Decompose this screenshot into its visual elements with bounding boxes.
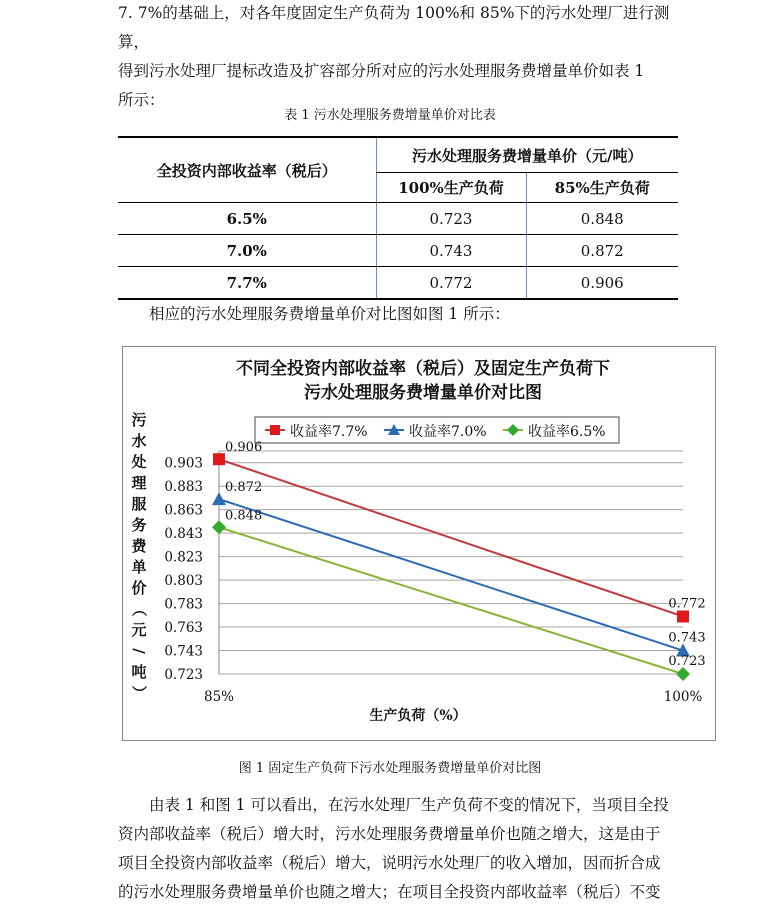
data-label: 0.848 xyxy=(225,508,263,524)
table-header-row xyxy=(118,137,678,173)
table-row xyxy=(118,235,678,267)
y-tick-label: 0.823 xyxy=(164,549,203,566)
value-cell: 0.906 xyxy=(526,267,678,300)
sub-header-85: 85%生产负荷 xyxy=(526,173,678,203)
col-group-header: 污水处理服务费增量单价（元/吨） xyxy=(376,137,678,173)
body-paragraph xyxy=(118,791,678,907)
body-line: 项目全投资内部收益率（税后）增大，说明污水处理厂的收入增加，因而折合成 xyxy=(118,854,661,872)
intro-paragraph xyxy=(118,0,678,115)
y-tick-label: 0.783 xyxy=(164,596,203,613)
col-rate-header: 全投资内部收益率（税后） xyxy=(118,137,376,203)
y-axis-label xyxy=(130,411,148,701)
data-point-marker xyxy=(677,610,689,622)
table-row xyxy=(118,203,678,235)
y-axis-label-char: 吨 xyxy=(131,663,147,681)
data-label: 0.906 xyxy=(225,440,263,456)
value-cell: 0.848 xyxy=(526,203,678,235)
chart-title: 不同全投资内部收益率（税后）及固定生产负荷下 xyxy=(236,359,610,379)
x-axis-label: 生产负荷（%） xyxy=(369,708,467,724)
x-tick-label: 85% xyxy=(203,689,235,705)
body-line: 资内部收益率（税后）增大时，污水处理服务费增量单价也随之增大，这是由于 xyxy=(118,825,661,843)
body-line: 由表 1 和图 1 可以看出，在污水处理厂生产负荷不变的情况下，当项目全投 xyxy=(149,796,669,814)
y-axis-label-char: 服 xyxy=(131,495,147,513)
series-line xyxy=(219,527,683,674)
y-axis-label-char: ） xyxy=(130,685,148,701)
data-label: 0.723 xyxy=(668,654,706,669)
figure-frame xyxy=(122,346,716,741)
data-label: 0.743 xyxy=(668,630,706,646)
y-tick-labels xyxy=(164,456,203,683)
y-tick-label: 0.743 xyxy=(164,643,203,660)
y-axis-label-char: 处 xyxy=(131,453,147,471)
value-cell: 0.723 xyxy=(376,203,526,235)
y-axis-label-char: 元 xyxy=(131,621,147,639)
figure-intro: 相应的污水处理服务费增量单价对比图如图 1 所示： xyxy=(149,305,510,323)
data-point-marker xyxy=(676,667,690,681)
intro-line: 得到污水处理厂提标改造及扩容部分所对应的污水处理服务费增量单价如表 1 xyxy=(118,62,645,80)
intro-line: 所示： xyxy=(118,91,165,109)
data-point-marker xyxy=(212,520,226,534)
y-axis-label-char: 水 xyxy=(131,432,147,450)
chart-subtitle: 污水处理服务费增量单价对比图 xyxy=(304,383,542,403)
table-row xyxy=(118,267,678,300)
legend-label-65: 收益率6.5% xyxy=(528,424,606,440)
y-tick-label: 0.763 xyxy=(164,620,203,637)
line-chart xyxy=(123,347,715,740)
intro-line: 7. 7%的基础上，对各年度固定生产负荷为 100%和 85%下的污水处理厂进行测算， xyxy=(118,4,670,51)
series-line xyxy=(219,499,683,650)
chart-gridlines xyxy=(219,451,683,674)
y-tick-label: 0.883 xyxy=(164,479,203,496)
y-tick-label: 0.843 xyxy=(164,526,203,543)
figure-caption: 图 1 固定生产负荷下污水处理服务费增量单价对比图 xyxy=(238,761,542,776)
y-axis-label-char: 污 xyxy=(131,411,147,429)
y-tick-label: 0.903 xyxy=(164,455,203,472)
data-point-marker xyxy=(213,453,225,465)
legend-marker-77 xyxy=(270,425,280,435)
table-caption: 表 1 污水处理服务费增量单价对比表 xyxy=(284,108,496,123)
x-tick-labels xyxy=(204,689,702,705)
body-line: 的污水处理服务费增量单价也随之增大；在项目全投资内部收益率（税后）不变 xyxy=(118,883,661,901)
y-axis-label-char: 理 xyxy=(131,474,147,492)
y-tick-label: 0.863 xyxy=(164,502,203,519)
rate-cell: 7.0% xyxy=(118,235,376,267)
legend-label-77: 收益率7.7% xyxy=(290,424,368,440)
value-cell: 0.872 xyxy=(526,235,678,267)
y-axis-label-char: （ xyxy=(130,601,148,617)
chart-legend xyxy=(255,417,619,443)
y-axis-label-char: 价 xyxy=(131,579,147,597)
y-axis-label-char: / xyxy=(130,648,148,654)
y-tick-label: 0.723 xyxy=(164,667,203,683)
rate-cell: 6.5% xyxy=(118,203,376,235)
sub-header-100: 100%生产负荷 xyxy=(376,173,526,203)
legend-label-70: 收益率7.0% xyxy=(409,424,487,440)
chart-series xyxy=(212,440,706,681)
y-axis-label-char: 费 xyxy=(131,537,147,555)
y-axis-label-char: 单 xyxy=(131,558,147,576)
rate-cell: 7.7% xyxy=(118,267,376,300)
data-label: 0.772 xyxy=(668,596,706,612)
y-tick-label: 0.803 xyxy=(164,573,203,590)
data-label: 0.872 xyxy=(225,480,263,496)
value-cell: 0.743 xyxy=(376,235,526,267)
y-axis-label-char: 务 xyxy=(131,516,147,534)
comparison-table xyxy=(118,136,678,300)
value-cell: 0.772 xyxy=(376,267,526,300)
data-point-marker xyxy=(212,492,226,505)
x-tick-label: 100% xyxy=(663,689,703,705)
series-line xyxy=(219,459,683,616)
